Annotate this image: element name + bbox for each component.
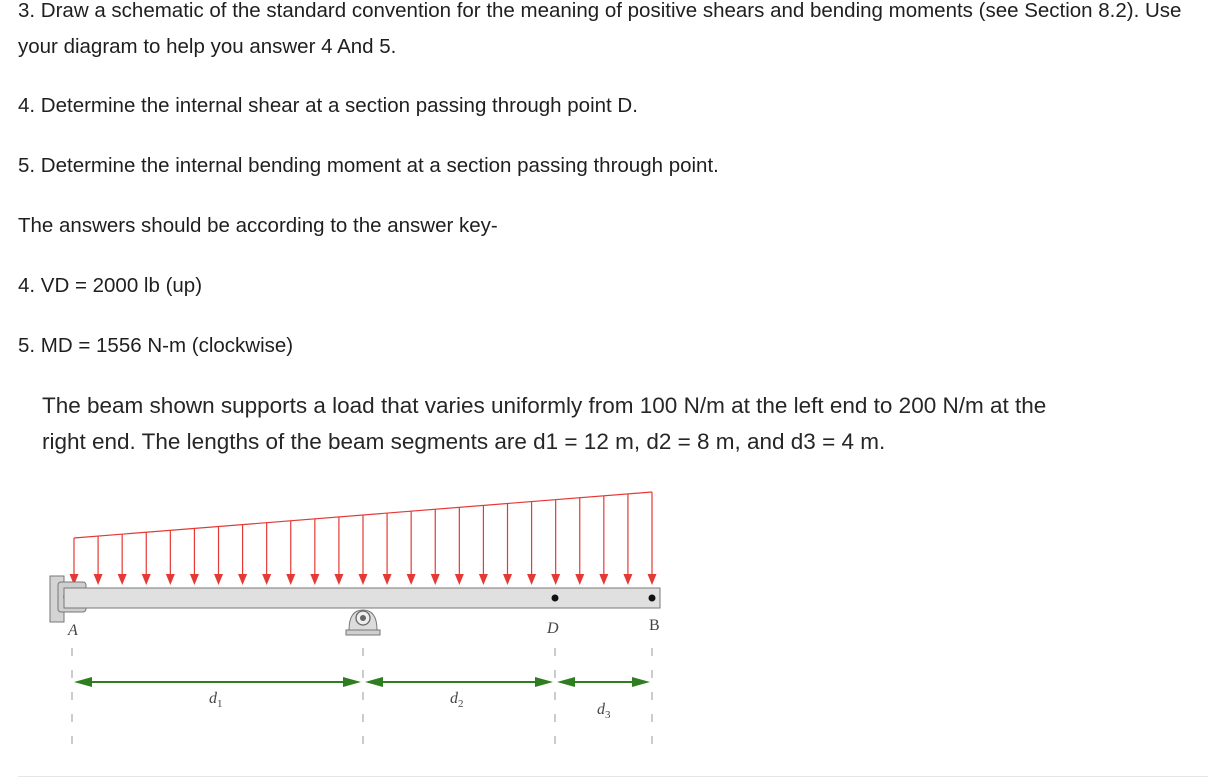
answer-5: 5. MD = 1556 N-m (clockwise) — [18, 334, 294, 357]
load-arrow-head — [238, 574, 247, 585]
label-b: B — [649, 617, 660, 634]
answer-key-intro: The answers should be according to the answer key- — [18, 214, 498, 237]
load-arrow-head — [190, 574, 199, 585]
load-arrow-head — [503, 574, 512, 585]
beam — [64, 588, 660, 608]
pin-support-middle — [346, 610, 380, 635]
load-arrow-head — [334, 574, 343, 585]
load-arrow-head — [623, 574, 632, 585]
load-arrow-head — [214, 574, 223, 585]
load-arrow-head — [359, 574, 368, 585]
point-b-marker — [649, 595, 656, 602]
load-arrow-head — [527, 574, 536, 585]
load-arrow-head — [455, 574, 464, 585]
question-3: 3. Draw a schematic of the standard convention for the meaning of positive shears and bending moments (see Section 8.2). Use your diagram to help you answer 4 And 5. — [18, 0, 1182, 58]
label-d3: $d_3$ — [597, 701, 611, 721]
question-4: 4. Determine the internal shear at a section passing through point D. — [18, 94, 638, 117]
point-d-marker — [552, 595, 559, 602]
problem-line-2: right end. The lengths of the beam segments are d1 = 12 m, d2 = 8 m, and d3 = 4 m. — [42, 429, 886, 454]
question-5: 5. Determine the internal bending moment at a section passing through point. — [18, 154, 719, 177]
load-arrow-head — [407, 574, 416, 585]
load-arrow-head — [166, 574, 175, 585]
problem-line-1: The beam shown supports a load that varies uniformly from 100 N/m at the left end to 200 N/m at the — [42, 393, 1047, 418]
load-arrow-head — [599, 574, 608, 585]
load-arrow-head — [551, 574, 560, 585]
load-arrow-head — [383, 574, 392, 585]
problem-statement — [42, 388, 1212, 460]
load-arrow-head — [310, 574, 319, 585]
answer-4: 4. VD = 2000 lb (up) — [18, 274, 203, 297]
load-arrow-head — [262, 574, 271, 585]
load-arrow-head — [479, 574, 488, 585]
load-arrow-head — [648, 574, 657, 585]
label-d1: $d_1$ — [209, 690, 223, 710]
load-arrow-head — [575, 574, 584, 585]
beam-diagram — [0, 470, 720, 770]
divider — [18, 776, 1208, 777]
label-a: A — [68, 622, 78, 639]
load-arrow-head — [94, 574, 103, 585]
load-arrow-head — [118, 574, 127, 585]
label-d2: $d_2$ — [450, 690, 464, 710]
load-arrow-head — [286, 574, 295, 585]
dimension-lines — [74, 677, 650, 687]
load-arrow-head — [142, 574, 151, 585]
load-arrow-head — [431, 574, 440, 585]
label-d: D — [547, 620, 559, 637]
distributed-load — [70, 492, 657, 585]
extension-lines — [72, 648, 652, 745]
